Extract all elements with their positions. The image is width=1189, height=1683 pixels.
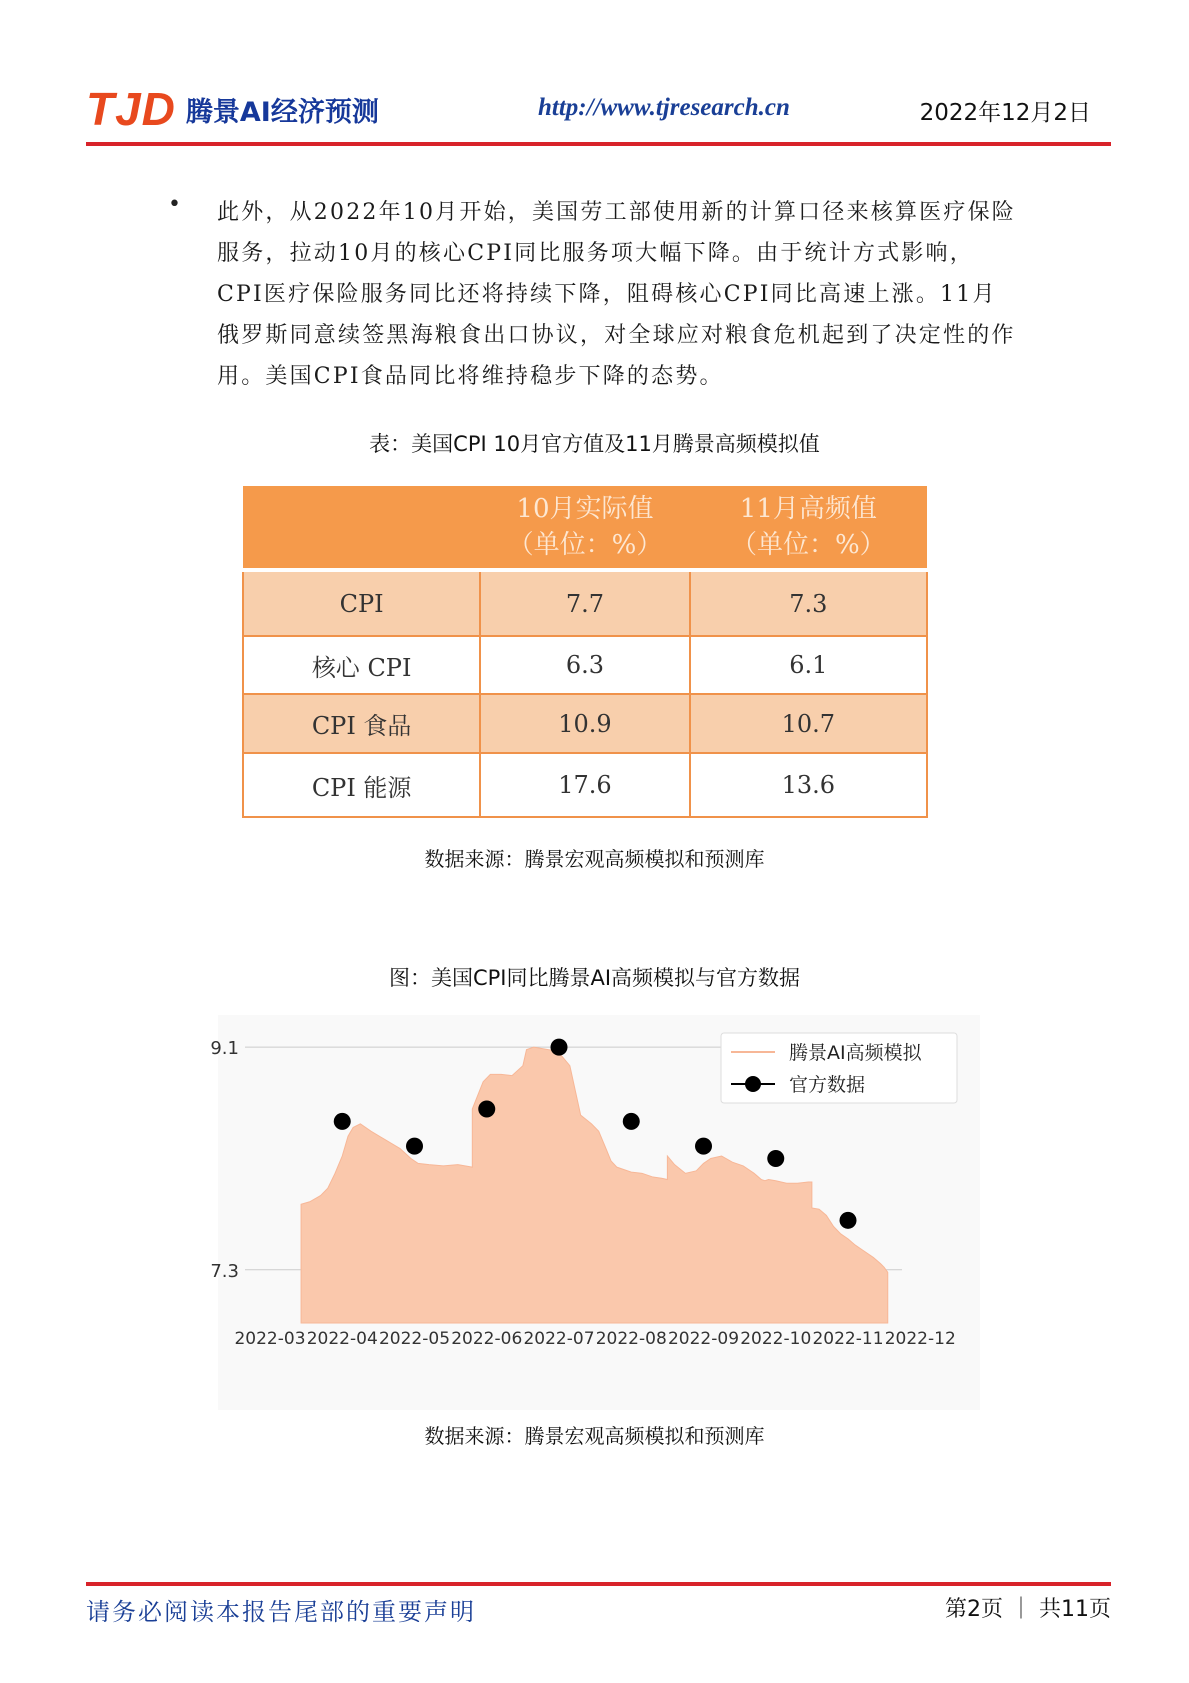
- table-row: [243, 694, 927, 753]
- header-divider: [86, 142, 1111, 146]
- official-data-point: [551, 1039, 568, 1056]
- table-row: [243, 570, 927, 636]
- legend-label-official: 官方数据: [789, 1074, 866, 1096]
- paragraph-text: 此外，从2022年10月开始，美国劳工部使用新的计算口径来核算医疗保险服务，拉动10月的核心CPI同比服务项大幅下降。由于统计方式影响，CPI医疗保险服务同比还将持续下降，阻碍核心CPI同比高速上涨。11月俄罗斯同意续签黑海粮食出口协议，对全球应对粮食危机起到了决定性的作用。美国CPI食品同比将维持稳步下降的态势。: [217, 200, 1016, 389]
- table-cell: 7.3: [690, 570, 927, 636]
- footer-disclaimer: 请务必阅读本报告尾部的重要声明: [86, 1598, 476, 1626]
- x-tick-label: 2022-07: [523, 1329, 595, 1349]
- x-tick-label: 2022-08: [595, 1329, 667, 1349]
- logo-text: 腾景AI经济预测: [185, 96, 379, 128]
- table-cell: 13.6: [690, 753, 927, 817]
- official-data-point: [478, 1101, 495, 1118]
- table-cell: 核心 CPI: [243, 636, 480, 694]
- official-data-point: [695, 1138, 712, 1155]
- official-data-point: [334, 1113, 351, 1130]
- table-cell: 17.6: [480, 753, 689, 817]
- table-header-cell: [243, 486, 480, 570]
- table-cell: 10.7: [690, 694, 927, 753]
- table-source: 数据来源：腾景宏观高频模拟和预测库: [424, 847, 765, 871]
- table-header-cell: [480, 486, 689, 570]
- bullet-paragraph: [170, 192, 1020, 397]
- table-row: [243, 636, 927, 694]
- official-data-point: [767, 1150, 784, 1167]
- logo-mark: TJD: [86, 83, 176, 135]
- x-tick-label: 2022-11: [812, 1329, 884, 1349]
- table-cell: 10.9: [480, 694, 689, 753]
- table-cell: 6.3: [480, 636, 689, 694]
- chart-legend: [721, 1033, 957, 1103]
- legend-label-simulation: 腾景AI高频模拟: [789, 1042, 922, 1064]
- table-header-line: 11月高频值: [739, 494, 877, 524]
- chart-source: 数据来源：腾景宏观高频模拟和预测库: [424, 1424, 765, 1448]
- chart-canvas: [200, 1015, 980, 1410]
- bullet-icon: •: [168, 192, 181, 217]
- table-header-line: （单位：%）: [730, 530, 886, 560]
- table-header-line: 10月实际值: [516, 494, 654, 524]
- table-header-cell: [690, 486, 927, 570]
- table-cell: CPI 能源: [243, 753, 480, 817]
- footer-divider: [86, 1582, 1111, 1586]
- table-header-line: （单位：%）: [507, 530, 663, 560]
- official-data-point: [406, 1138, 423, 1155]
- website-link[interactable]: http://www.tjresearch.cn: [538, 94, 790, 121]
- y-tick-label: 7.3: [210, 1260, 239, 1282]
- x-tick-label: 2022-09: [667, 1329, 740, 1349]
- official-data-point: [840, 1212, 857, 1229]
- x-tick-label: 2022-05: [378, 1329, 451, 1349]
- x-tick-label: 2022-10: [740, 1329, 812, 1349]
- x-tick-label: 2022-03: [234, 1329, 306, 1349]
- x-tick-label: 2022-06: [451, 1329, 523, 1349]
- legend-dot-marker: [745, 1076, 761, 1092]
- chart-title: 图：美国CPI同比腾景AI高频模拟与官方数据: [388, 966, 801, 990]
- cpi-chart: [200, 1015, 980, 1410]
- table-cell: 7.7: [480, 570, 689, 636]
- table-header-row: [243, 486, 927, 570]
- page-number: 第2页 ｜ 共11页: [945, 1597, 1111, 1622]
- table-cell: CPI: [243, 570, 480, 636]
- y-tick-label: 9.1: [210, 1038, 239, 1060]
- table-caption: 表：美国CPI 10月官方值及11月腾景高频模拟值: [369, 432, 820, 456]
- official-data-point: [623, 1113, 640, 1130]
- table-row: [243, 753, 927, 817]
- x-tick-label: 2022-12: [884, 1329, 956, 1349]
- report-date: 2022年12月2日: [919, 100, 1091, 126]
- tjd-logo: [86, 83, 379, 135]
- x-tick-label: 2022-04: [306, 1329, 378, 1349]
- cpi-table: [242, 486, 928, 818]
- table-cell: 6.1: [690, 636, 927, 694]
- table-cell: CPI 食品: [243, 694, 480, 753]
